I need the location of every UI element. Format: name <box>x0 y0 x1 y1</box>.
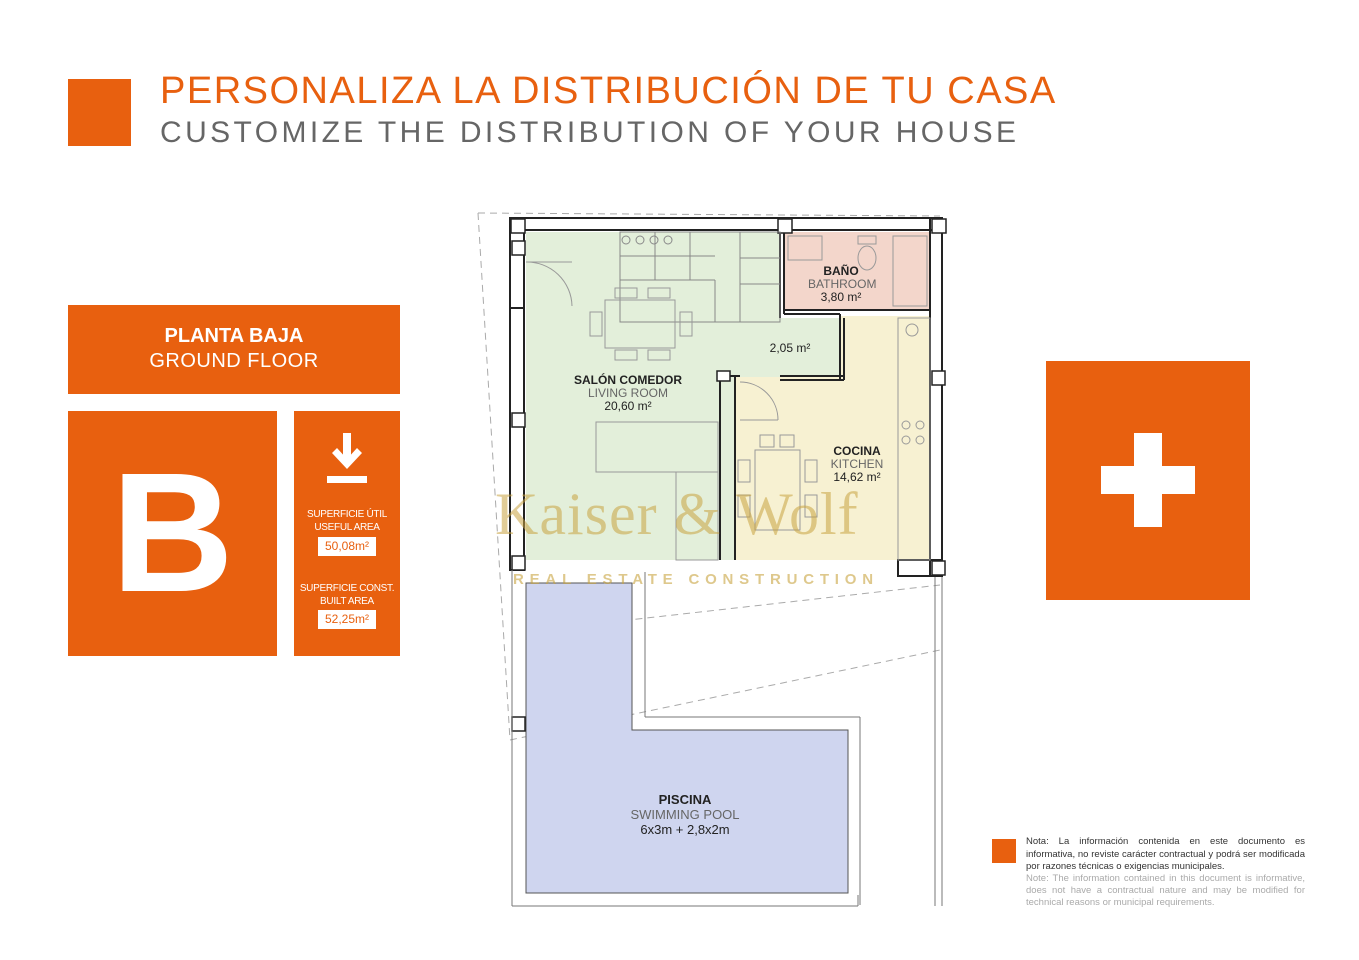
living-name-es: SALÓN COMEDOR <box>574 373 682 387</box>
floor-name-en: GROUND FLOOR <box>149 350 319 372</box>
disclaimer-en: Note: The information contained in this document is informative, does not have a contractual nature and may be modified for technical reasons or municipal requirements. <box>1026 873 1305 908</box>
kitchen-area: 14,62 m² <box>833 470 881 484</box>
pool-name-en: SWIMMING POOL <box>630 807 740 822</box>
kitchen-name-en: KITCHEN <box>830 457 884 471</box>
living-name-en: LIVING ROOM <box>587 386 668 400</box>
house-type-box <box>68 411 277 656</box>
living-area: 20,60 m² <box>604 399 652 413</box>
built-area-value: 52,25m² <box>318 610 376 629</box>
watermark-tagline: REAL ESTATE CONSTRUCTION <box>513 571 879 588</box>
hall-area: 2,05 m² <box>769 341 811 355</box>
page-subtitle: CUSTOMIZE THE DISTRIBUTION OF YOUR HOUSE <box>160 116 1020 149</box>
built-area-label-en: BUILT AREA <box>320 596 374 607</box>
watermark-logo: Kaiser & Wolf <box>495 481 859 547</box>
room-label-living <box>570 374 686 413</box>
room-label-pool <box>620 792 750 837</box>
pool-size: 6x3m + 2,8x2m <box>640 822 730 837</box>
page-title: PERSONALIZA LA DISTRIBUCIÓN DE TU CASA <box>160 70 1057 112</box>
download-icon[interactable] <box>324 433 370 485</box>
bathroom-name-en: BATHROOM <box>808 277 877 291</box>
pool-fill <box>526 583 848 893</box>
built-area-label-es: SUPERFICIE CONST. <box>299 583 395 594</box>
disclaimer-es: Nota: La información contenida en este documento es informativa, no reviste carácter contractual y podrá ser modificada por razones técnicas o exigencias municipales. <box>1026 836 1305 872</box>
header-accent-square <box>68 79 131 146</box>
note-accent-square <box>992 839 1016 863</box>
plus-icon-vertical <box>1134 433 1162 527</box>
pool-name-es: PISCINA <box>658 792 712 807</box>
expand-plus-button[interactable] <box>1046 361 1250 600</box>
bathroom-name-es: BAÑO <box>823 264 859 278</box>
house-type-letter: B <box>111 438 234 628</box>
room-label-kitchen <box>826 445 888 484</box>
useful-area-value: 50,08m² <box>318 537 376 556</box>
floor-name-es: PLANTA BAJA <box>164 325 304 347</box>
kitchen-name-es: COCINA <box>833 444 881 458</box>
useful-area-label-en: USEFUL AREA <box>314 522 380 533</box>
floor-label-box <box>68 305 400 394</box>
room-label-bathroom <box>808 264 877 304</box>
bathroom-area: 3,80 m² <box>820 290 862 304</box>
area-info-box <box>294 411 400 656</box>
useful-area-label-es: SUPERFICIE ÚTIL <box>307 509 387 520</box>
room-label-hall <box>764 342 816 355</box>
